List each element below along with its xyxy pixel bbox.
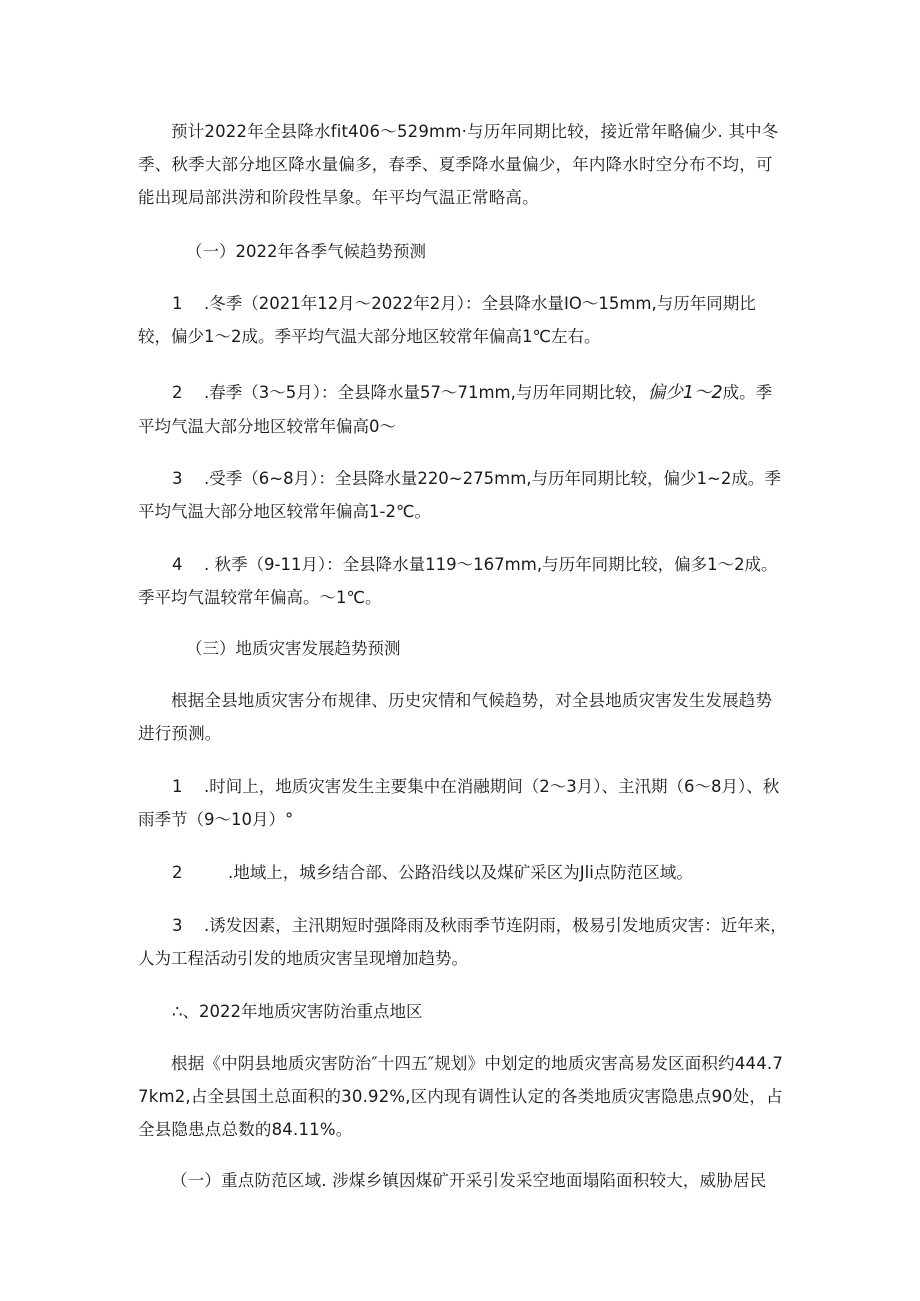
intro-paragraph: 预计2022年全县降水fit406～529mm·与历年同期比较，接近常年略偏少. 其中冬季、秋季大部分地区降水量偏多，春季、夏季降水量偏少，年内降水时空分布不均，可能出现局部洪涝和阶段性旱象。年平均气温正常略高。 — [138, 122, 779, 207]
geo-item-time — [138, 770, 788, 836]
season-text: 成。季平均气温大部分地区较常年偏高0～ — [138, 383, 773, 436]
geo-item-text: .时间上，地质灾害发生主要集中在消融期间（2～3月）、主汛期（6～8月）、秋雨季节（9～10月）° — [138, 777, 780, 829]
key-prevention-zone-paragraph: （一）重点防范区域. 涉煤乡镇因煤矿开采引发采空地面塌陷面积较大，威胁居民 — [171, 1171, 767, 1190]
geo-item-trigger — [138, 909, 788, 975]
geo-item-number: 1 — [172, 777, 183, 796]
season-text: . 秋季（9-11月）：全县降水量119～167mm,与历年同期比较，偏多1～2成。季平均气温较常年偏高。～1℃。 — [138, 555, 778, 607]
season-item-winter — [138, 287, 788, 353]
season-number: 2 — [172, 383, 183, 402]
heading-climate-forecast: （一）2022年各季气候趋势预测 — [186, 242, 426, 261]
season-item-spring — [138, 376, 788, 443]
key-areas-paragraph: 根据《中阴县地质灾害防治″十四五″规划》中划定的地质灾害高易发区面积约444.77km2,占全县国土总面积的30.92%,区内现有调性认定的各类地质灾害隐患点90处，占全县隐患点总数的84.11%。 — [138, 1054, 784, 1139]
geo-intro-paragraph: 根据全县地质灾害分布规律、历史灾情和气候趋势，对全县地质灾害发生发展趋势进行预测。 — [138, 691, 773, 743]
heading-key-areas: ∴、2022年地质灾害防治重点地区 — [172, 1002, 423, 1021]
season-text: .春季（3～5月）：全县降水量57～71mm,与历年同期比较， — [204, 383, 648, 402]
geo-item-text: .诱发因素，主汛期短时强降雨及秋雨季节连阴雨，极易引发地质灾害：近年来，人为工程活动引发的地质灾害呈现增加趋势。 — [138, 916, 787, 968]
season-text: .冬季（2021年12月～2022年2月）：全县降水量IO～15mm,与历年同期比较，偏少1～2成。季平均气温大部分地区较常年偏高1℃左右。 — [138, 294, 756, 346]
geo-item-text: .地域上，城乡结合部、公路沿线以及煤矿采区为Jli点防范区域。 — [228, 863, 693, 882]
geo-item-area — [138, 856, 788, 889]
season-number: 3 — [172, 469, 183, 488]
season-item-summer — [138, 462, 788, 528]
season-number: 4 — [172, 555, 183, 574]
season-text: .受季（6~8月）：全县降水量220~275mm,与历年同期比较，偏少1~2成。季平均气温大部分地区较常年偏高1-2℃。 — [138, 469, 781, 521]
geo-item-number: 2 — [172, 863, 183, 882]
heading-geo-forecast: （三）地质灾害发展趋势预测 — [186, 639, 401, 658]
geo-item-number: 3 — [172, 916, 183, 935]
season-item-autumn — [138, 548, 788, 614]
season-text-italic: 偏少1～2 — [647, 383, 723, 403]
season-number: 1 — [172, 294, 183, 313]
